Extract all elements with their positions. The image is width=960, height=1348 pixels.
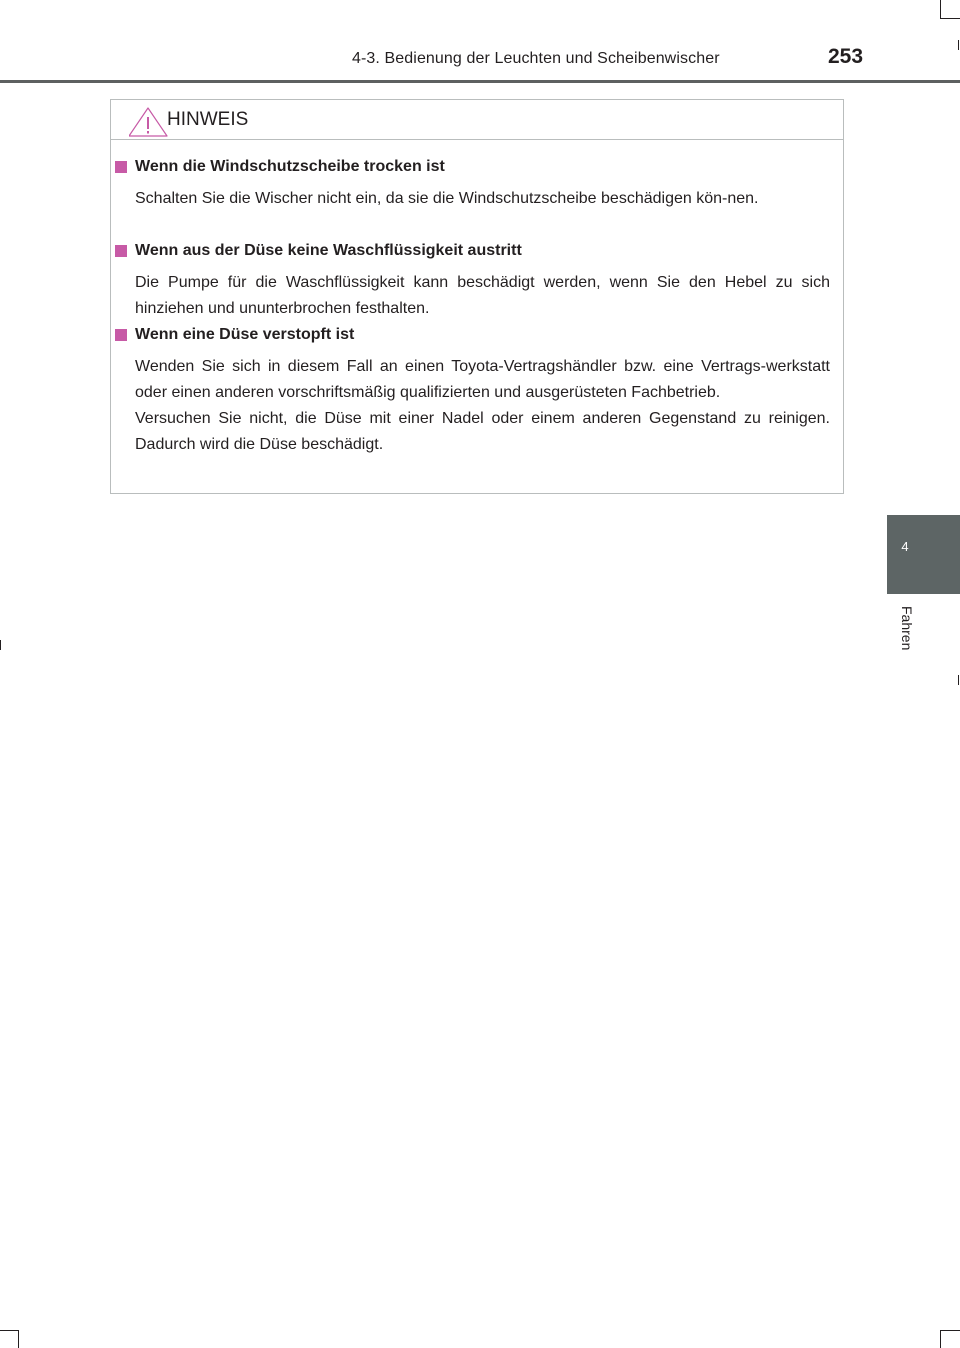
notice-box — [110, 99, 844, 494]
crop-mark — [940, 1330, 960, 1331]
notice-title: HINWEIS — [167, 109, 249, 130]
notice-paragraph: Wenden Sie sich in diesem Fall an einen Toyota-Vertragshändler bzw. eine Vertrags-werkstatt oder einen anderen vorschriftsmäßig qualifizierten und ausgerüsteten Fachbetrieb. — [135, 358, 830, 401]
crop-mark — [940, 1330, 941, 1348]
crop-mark — [0, 1330, 18, 1331]
notice-paragraph: Schalten Sie die Wischer nicht ein, da sie die Windschutzscheibe beschädigen kön-nen. — [135, 190, 759, 207]
square-bullet-icon — [115, 329, 127, 341]
page-number: 253 — [828, 45, 864, 68]
warning-triangle-icon — [129, 107, 169, 137]
crop-mark — [958, 675, 959, 685]
crop-mark — [18, 1330, 19, 1348]
chapter-label: Fahren — [899, 606, 915, 651]
notice-item-heading: Wenn aus der Düse keine Waschflüssigkeit austritt — [135, 242, 522, 259]
notice-item-heading: Wenn die Windschutzscheibe trocken ist — [135, 158, 445, 175]
header-rule — [0, 80, 960, 83]
crop-mark — [958, 40, 959, 50]
notice-item-text — [135, 270, 830, 322]
crop-mark — [940, 0, 941, 18]
notice-header — [111, 100, 843, 140]
crop-mark — [0, 640, 1, 650]
notice-paragraph: Versuchen Sie nicht, die Düse mit einer Nadel oder einem anderen Gegenstand zu reinigen. Dadurch wird die Düse beschädigt. — [135, 410, 830, 453]
crop-mark — [940, 18, 960, 19]
notice-item-text — [135, 354, 830, 458]
notice-item-heading: Wenn eine Düse verstopft ist — [135, 326, 355, 343]
notice-paragraph: Die Pumpe für die Waschflüssigkeit kann beschädigt werden, wenn Sie den Hebel zu sich hinziehen und ununterbrochen festhalten. — [135, 274, 830, 317]
chapter-tab — [887, 515, 960, 594]
square-bullet-icon — [115, 161, 127, 173]
chapter-number: 4 — [901, 539, 909, 554]
square-bullet-icon — [115, 245, 127, 257]
notice-item-text — [135, 186, 830, 212]
section-title: 4-3. Bedienung der Leuchten und Scheibenwischer — [352, 50, 720, 67]
